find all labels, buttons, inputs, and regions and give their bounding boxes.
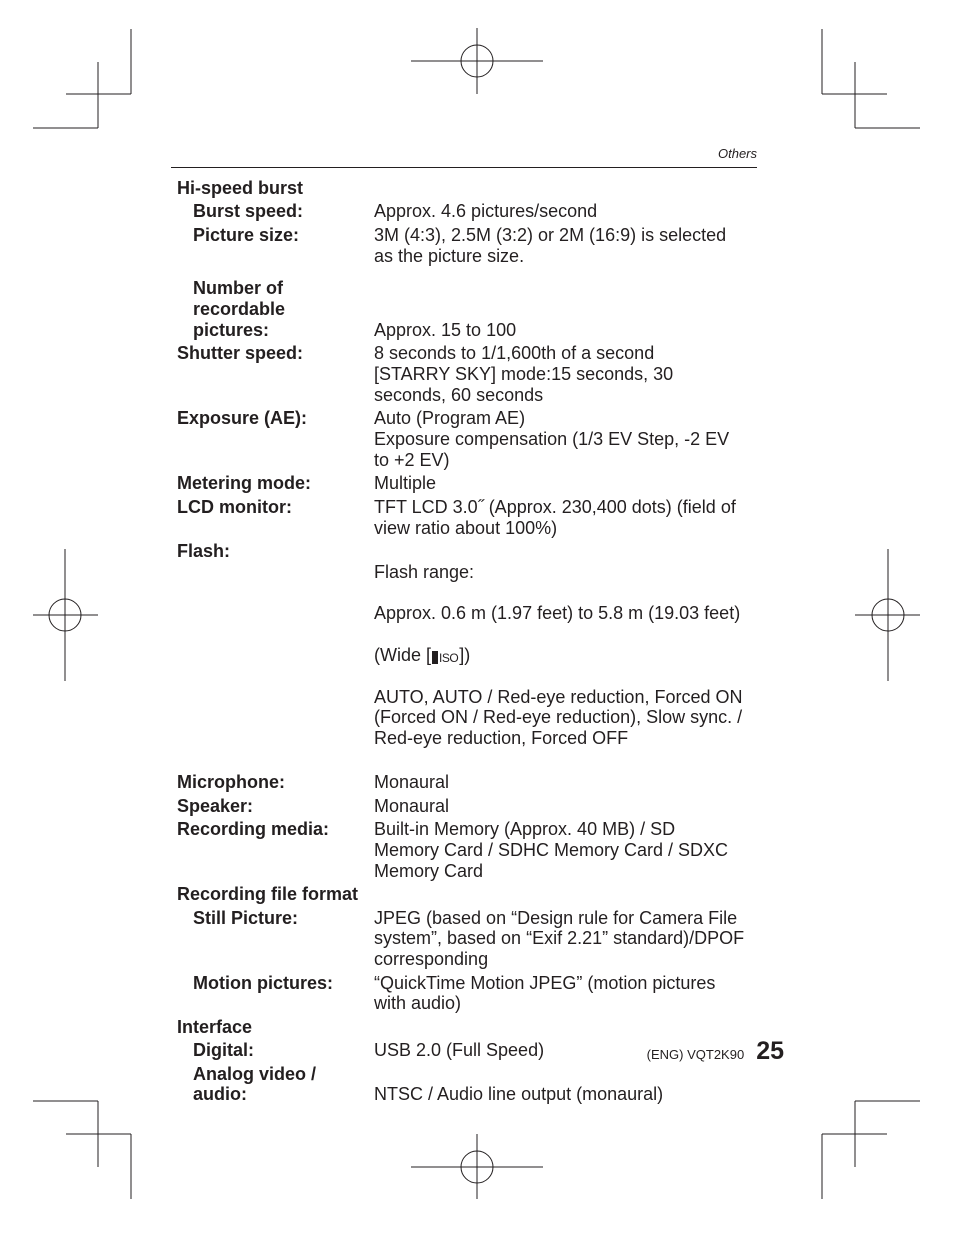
spec-value: 3M (4:3), 2.5M (3:2) or 2M (16:9) is selected as the picture size. — [374, 224, 727, 266]
spec-value: Monaural — [374, 795, 450, 816]
flash-wide-suffix: ]) — [459, 644, 471, 665]
spec-group-file-format — [177, 884, 762, 905]
spec-row-exposure — [177, 408, 762, 470]
spec-row-metering-mode — [177, 473, 762, 494]
spec-label: Flash: — [177, 540, 231, 561]
page-number: 25 — [756, 1037, 784, 1065]
header-rule — [171, 167, 757, 168]
spec-label: LCD monitor: — [177, 496, 292, 517]
spec-label: Exposure (AE): — [177, 408, 308, 429]
spec-value: JPEG (based on “Design rule for Camera File system”, based on “Exif 2.21” standard)/DPOF corresponding — [374, 907, 745, 970]
spec-row-lcd-monitor — [177, 497, 762, 539]
spec-label: Metering mode: — [177, 473, 312, 494]
crosshair-left — [33, 549, 98, 681]
crosshair-right — [855, 549, 920, 681]
spec-label: Burst speed: — [193, 201, 304, 222]
page-footer — [647, 1037, 784, 1066]
spec-value: 8 seconds to 1/1,600th of a second [STARRY SKY] mode:15 seconds, 30 seconds, 60 seconds — [374, 343, 674, 405]
spec-value: Multiple — [374, 473, 437, 494]
spec-group-title: Recording file format — [177, 884, 359, 905]
spec-label: Number of recordable pictures: — [193, 278, 286, 340]
spec-row-still-picture — [177, 908, 762, 970]
spec-label: Digital: — [193, 1040, 254, 1061]
spec-value: “QuickTime Motion JPEG” (motion pictures with audio) — [374, 972, 716, 1014]
model-code: (ENG) VQT2K90 — [646, 1047, 745, 1062]
flash-range-value: Approx. 0.6 m (1.97 feet) to 5.8 m (19.03 feet) — [374, 603, 741, 624]
spec-value: Auto (Program AE) Exposure compensation (1/3 EV Step, -2 EV to +2 EV) — [374, 408, 730, 470]
spec-value: Approx. 15 to 100 — [374, 319, 517, 340]
spec-value: Approx. 4.6 pictures/second — [374, 201, 598, 222]
spec-row-recording-media — [177, 819, 762, 881]
spec-row-flash — [177, 541, 762, 770]
spec-row-recordable-pictures — [177, 278, 762, 340]
spec-value: Monaural — [374, 772, 450, 793]
spec-value-flash — [374, 541, 762, 770]
spec-label: Picture size: — [193, 224, 300, 245]
spec-row-microphone — [177, 772, 762, 793]
intelligent-iso-icon: ISO — [431, 651, 459, 666]
flash-wide-prefix: (Wide [ — [374, 644, 432, 665]
spec-group-title: Hi-speed burst — [177, 178, 304, 198]
spec-label: Still Picture: — [193, 907, 299, 928]
spec-label: Recording media: — [177, 819, 330, 840]
spec-value: NTSC / Audio line output (monaural) — [374, 1084, 664, 1105]
section-label: Others — [717, 146, 757, 161]
spec-row-burst-speed — [177, 201, 762, 222]
spec-label: Analog video / audio: — [193, 1063, 317, 1105]
spec-label: Shutter speed: — [177, 343, 304, 364]
spec-row-picture-size — [177, 225, 762, 267]
spec-list — [177, 178, 762, 1108]
spec-row-shutter-speed — [177, 343, 762, 405]
spec-value: USB 2.0 (Full Speed) — [374, 1040, 545, 1061]
spec-value: Built-in Memory (Approx. 40 MB) / SD Memory Card / SDHC Memory Card / SDXC Memory Card — [374, 819, 729, 881]
spec-group-interface — [177, 1017, 762, 1038]
crosshair-bottom — [411, 1134, 543, 1199]
crosshair-top — [411, 28, 543, 94]
spec-row-analog-video — [177, 1064, 762, 1106]
flash-modes: AUTO, AUTO / Red-eye reduction, Forced ON (Forced ON / Red-eye reduction), Slow sync. / Red-eye reduction, Forced OFF — [374, 686, 743, 749]
spec-label: Microphone: — [177, 772, 285, 793]
flash-range-title: Flash range: — [374, 561, 475, 582]
spec-row-motion-pictures — [177, 973, 762, 1015]
spec-label: Motion pictures: — [193, 972, 333, 993]
spec-group-title: Interface — [177, 1016, 253, 1037]
spec-row-speaker — [177, 796, 762, 817]
spec-label: Speaker: — [177, 795, 254, 816]
spec-value: TFT LCD 3.0˝ (Approx. 230,400 dots) (field of view ratio about 100%) — [374, 496, 736, 538]
flash-wide-line — [374, 645, 762, 666]
spec-group-hispeed-burst — [177, 178, 762, 199]
